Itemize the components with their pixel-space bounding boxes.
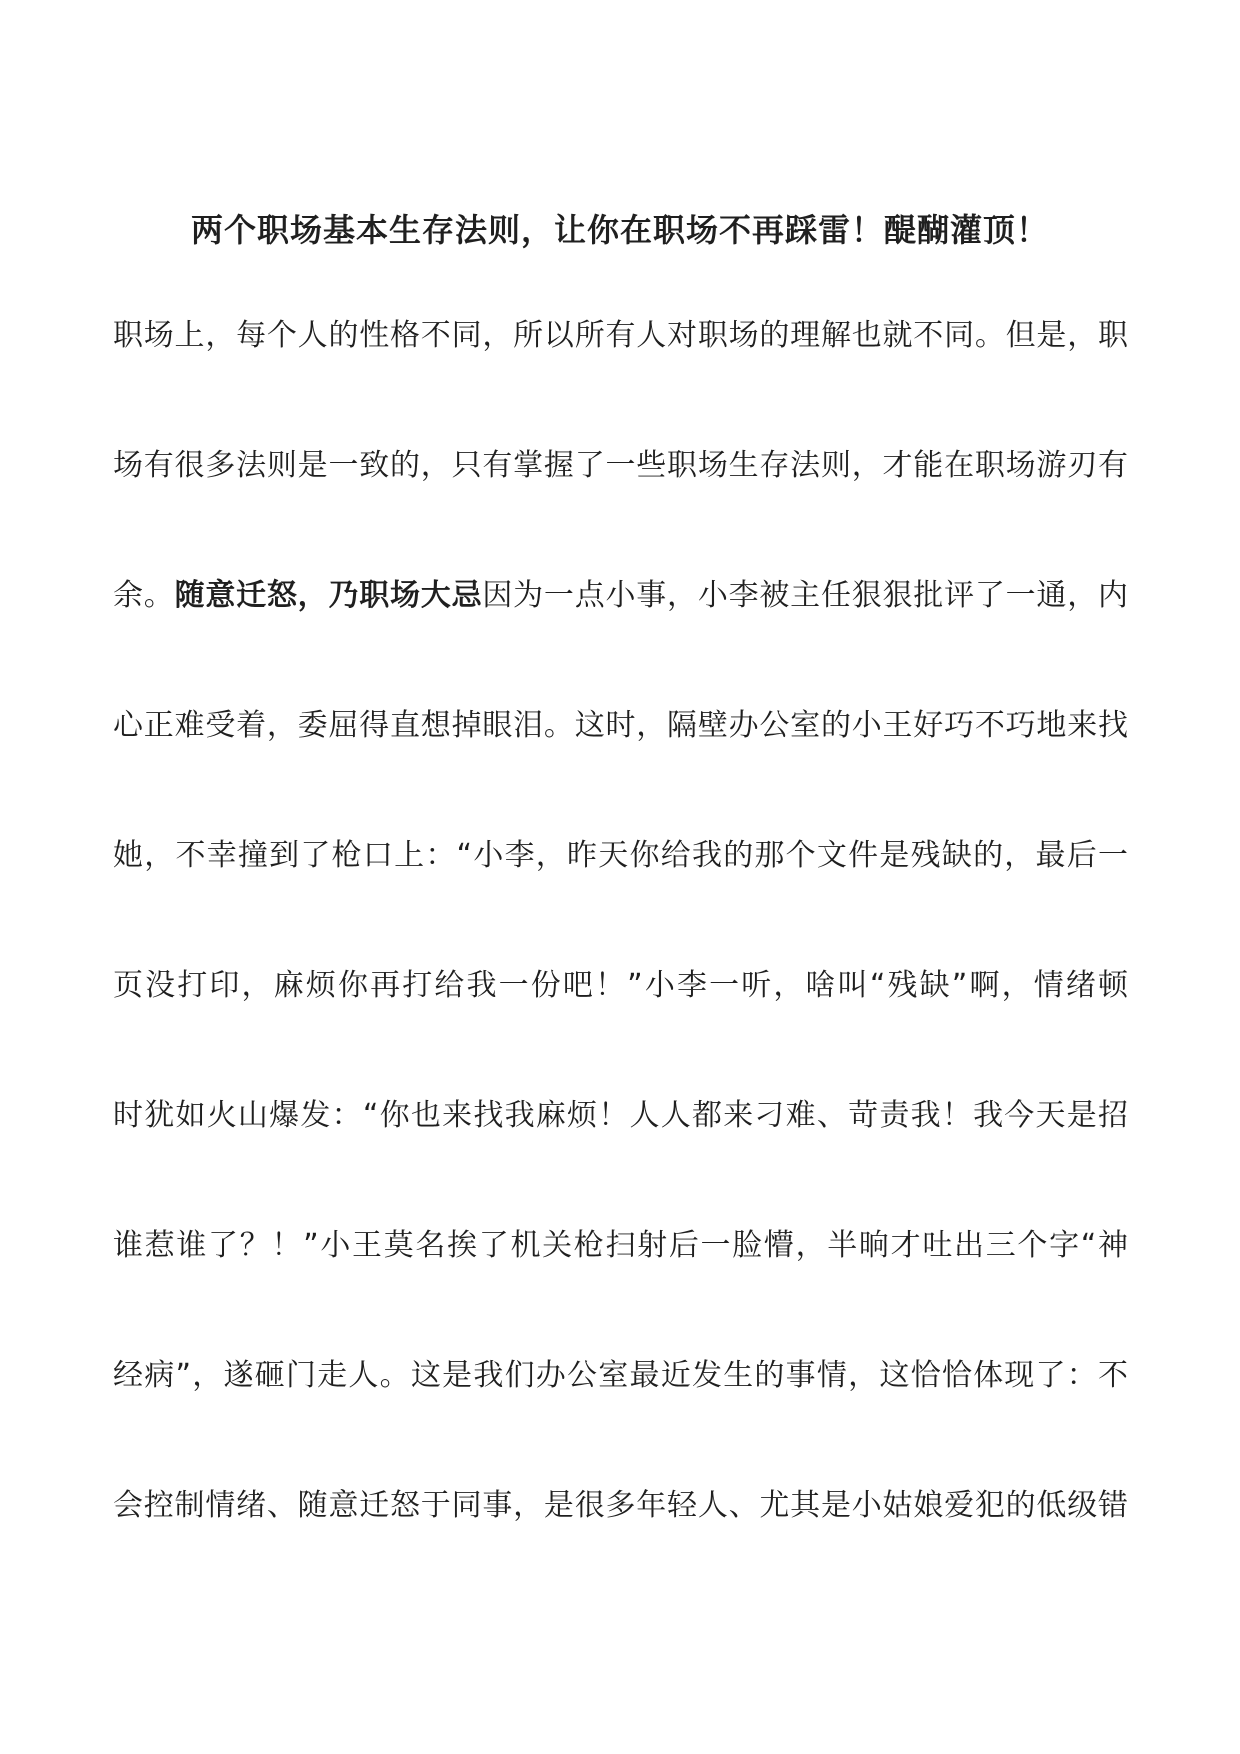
body-line [113, 576, 1128, 706]
body-line [113, 1356, 1128, 1486]
body-line [113, 316, 1128, 446]
body-text-segment: 谁惹谁了？！”小王莫名挨了机关枪扫射后一脸懵，半晌才吐出三个字“神 [113, 1228, 1128, 1263]
body-line [113, 1226, 1128, 1356]
body-text-segment: 余。 [113, 578, 175, 613]
body-text-segment: 因为一点小事，小李被主任狠狠批评了一通，内 [482, 578, 1128, 613]
body-text-segment: 页没打印，麻烦你再打给我一份吧！”小李一听，啥叫“残缺”啊，情绪顿 [113, 968, 1128, 1003]
body-line [113, 1486, 1128, 1616]
body-text-segment: 职场上，每个人的性格不同，所以所有人对职场的理解也就不同。但是，职 [113, 318, 1128, 353]
body-text-segment: 场有很多法则是一致的，只有掌握了一些职场生存法则，才能在职场游刃有 [113, 448, 1128, 483]
document-body [113, 316, 1128, 1616]
document-title: 两个职场基本生存法则，让你在职场不再踩雷！醍醐灌顶！ [190, 211, 1049, 249]
body-text-segment: 会控制情绪、随意迁怒于同事，是很多年轻人、尤其是小姑娘爱犯的低级错 [113, 1488, 1128, 1523]
body-text-segment: 时犹如火山爆发：“你也来找我麻烦！人人都来刁难、苛责我！我今天是招 [113, 1098, 1128, 1133]
body-text-segment: 心正难受着，委屈得直想掉眼泪。这时，隔壁办公室的小王好巧不巧地来找 [113, 708, 1128, 743]
body-line [113, 966, 1128, 1096]
body-text-segment: 经病”，遂砸门走人。这是我们办公室最近发生的事情，这恰恰体现了：不 [113, 1358, 1128, 1393]
body-line [113, 446, 1128, 576]
bold-heading-segment: 随意迁怒，乃职场大忌 [174, 578, 483, 613]
body-line [113, 706, 1128, 836]
body-line [113, 836, 1128, 966]
body-text-segment: 她，不幸撞到了枪口上：“小李，昨天你给我的那个文件是残缺的，最后一 [113, 838, 1128, 873]
body-line [113, 1096, 1128, 1226]
